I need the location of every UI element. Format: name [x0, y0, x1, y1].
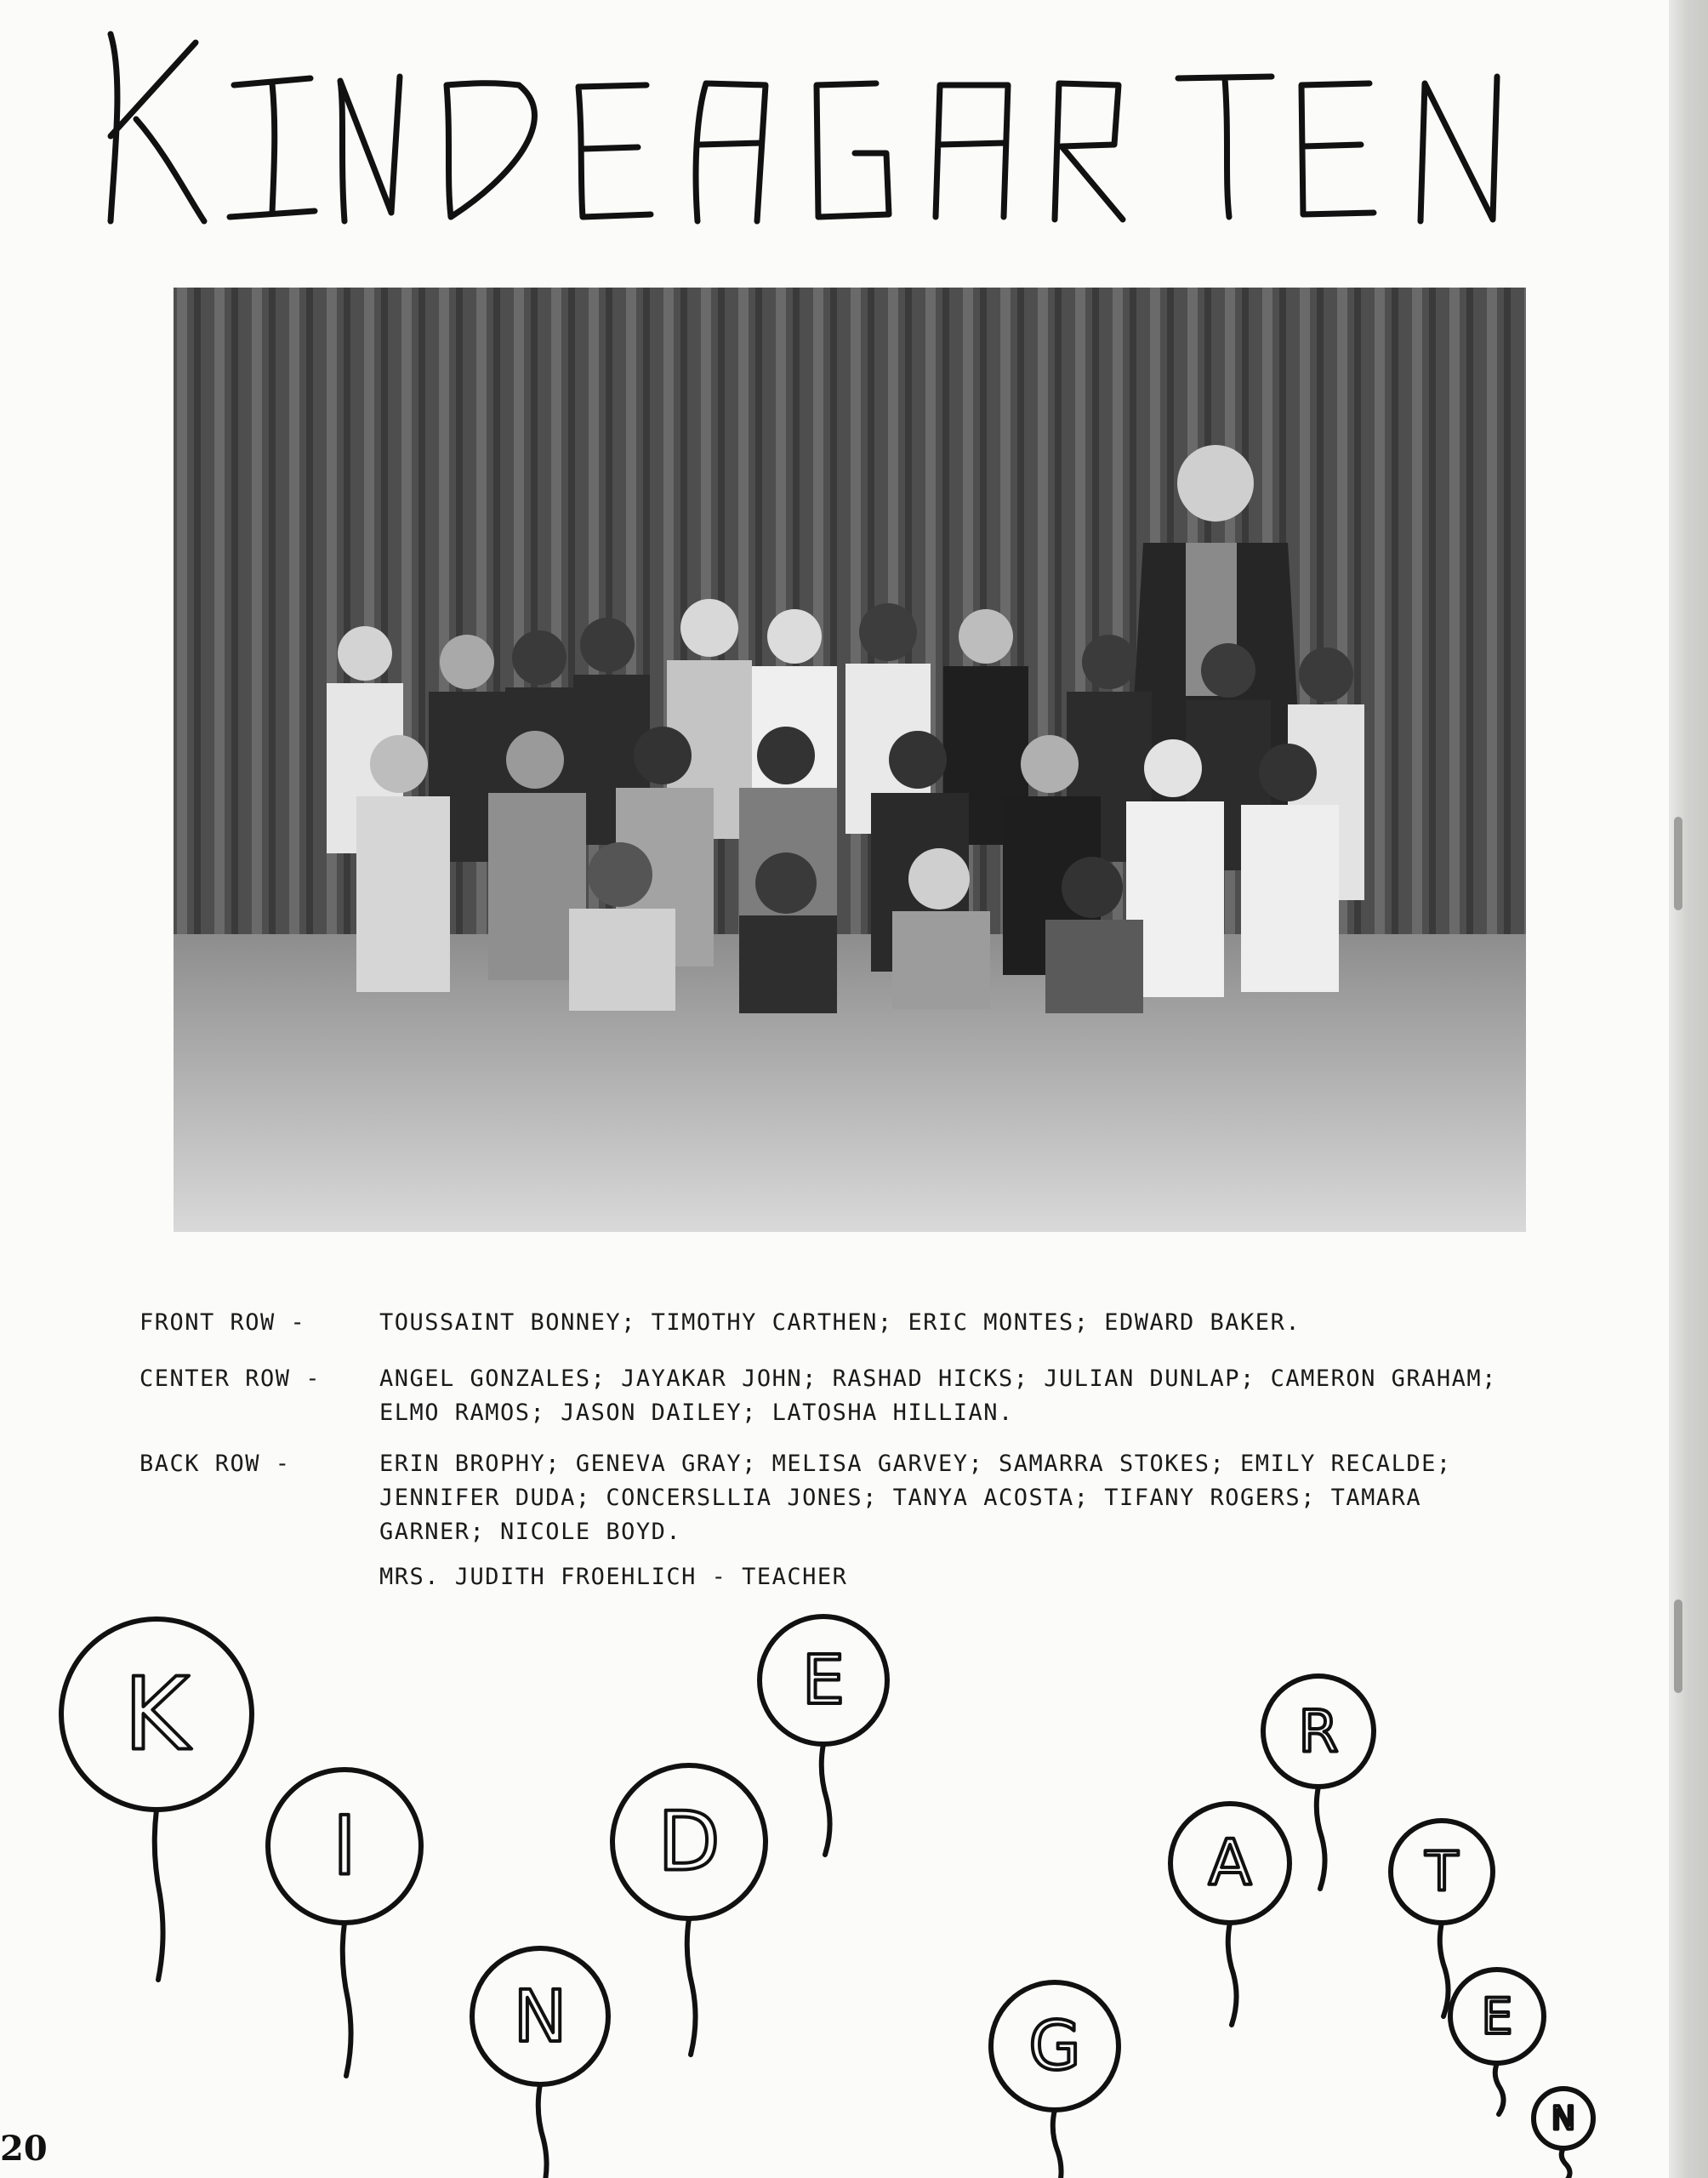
- back-row-label: BACK ROW -: [139, 1451, 291, 1477]
- balloon-string: [1228, 1923, 1237, 2025]
- balloon-letter: A: [1208, 1827, 1252, 1901]
- center-row-names: ANGEL GONZALES; JAYAKAR JOHN; RASHAD HICKS; JULIAN DUNLAP; CAMERON GRAHAM; ELMO RAMOS; JASON DAILEY; LATOSHA HILLIAN.: [379, 1366, 1497, 1426]
- balloon-d-3: [612, 1765, 766, 2055]
- balloon-t-9: [1391, 1821, 1493, 2016]
- balloon-g-6: [991, 1982, 1119, 2178]
- title-letter-e2: [1301, 83, 1374, 214]
- balloon-r-8: [1263, 1676, 1374, 1889]
- balloon-string: [1317, 1787, 1325, 1889]
- balloon-e-4: [760, 1616, 887, 1855]
- balloon-letter: T: [1425, 1840, 1459, 1903]
- balloon-letter: N: [513, 1974, 567, 2058]
- title-letter-a: [696, 83, 766, 221]
- balloon-string: [155, 1810, 163, 1980]
- class-photo-illustration: [174, 288, 1531, 1232]
- title-letter-e: [578, 85, 651, 217]
- title-letter-k: [111, 34, 204, 221]
- title-letter-d: [447, 83, 534, 217]
- balloon-string: [1495, 2063, 1504, 2114]
- title-letter-r: [1055, 83, 1123, 220]
- balloon-a-7: [1170, 1804, 1290, 2025]
- balloon-string: [687, 1919, 696, 2055]
- balloon-n-11: [1534, 2089, 1593, 2178]
- title-letter-i: [230, 78, 315, 217]
- page-number: 20: [0, 2129, 48, 2169]
- title-letter-g: [817, 83, 889, 217]
- front-row-names: TOUSSAINT BONNEY; TIMOTHY CARTHEN; ERIC MONTES; EDWARD BAKER.: [379, 1309, 1301, 1336]
- balloon-string: [538, 2084, 547, 2178]
- front-row-label: FRONT ROW -: [139, 1309, 306, 1336]
- balloon-letters: [0, 1591, 1708, 2178]
- title-letter-n: [340, 77, 400, 221]
- balloon-letter: D: [658, 1795, 720, 1890]
- title-letter-t: [1178, 77, 1272, 217]
- balloon-letter: K: [123, 1655, 190, 1773]
- balloon-n-2: [472, 1948, 608, 2178]
- balloon-letter: G: [1028, 2007, 1081, 2085]
- balloon-letter: R: [1298, 1698, 1339, 1766]
- center-row-label: CENTER ROW -: [139, 1366, 322, 1392]
- teacher-credit: MRS. JUDITH FROEHLICH - TEACHER: [379, 1564, 848, 1590]
- balloon-letter: I: [332, 1799, 357, 1894]
- balloon-string: [343, 1923, 351, 2076]
- balloon-letter: E: [802, 1641, 845, 1719]
- balloon-k-0: [61, 1619, 252, 1980]
- balloon-letter: E: [1481, 1987, 1513, 2045]
- balloon-string: [1562, 2148, 1570, 2178]
- balloon-string: [1053, 2110, 1062, 2178]
- binding-notch: [1674, 817, 1682, 910]
- page-title: [85, 26, 1616, 238]
- balloon-i-1: [268, 1770, 421, 2076]
- balloon-e-10: [1450, 1970, 1544, 2114]
- back-row-names: ERIN BROPHY; GENEVA GRAY; MELISA GARVEY; SAMARRA STOKES; EMILY RECALDE; JENNIFER DUDA; CONCERSLLIA JONES; TANYA ACOSTA; TIFANY ROGERS; TAMARA GARNER; NICOLE BOYD.: [379, 1451, 1452, 1545]
- balloon-string: [1440, 1923, 1449, 2016]
- balloon-string: [822, 1744, 830, 1855]
- balloon-letter: N: [1551, 2100, 1575, 2137]
- title-letter-a2: [936, 85, 1008, 217]
- class-photo: [174, 288, 1531, 1232]
- title-letter-n2: [1420, 77, 1497, 221]
